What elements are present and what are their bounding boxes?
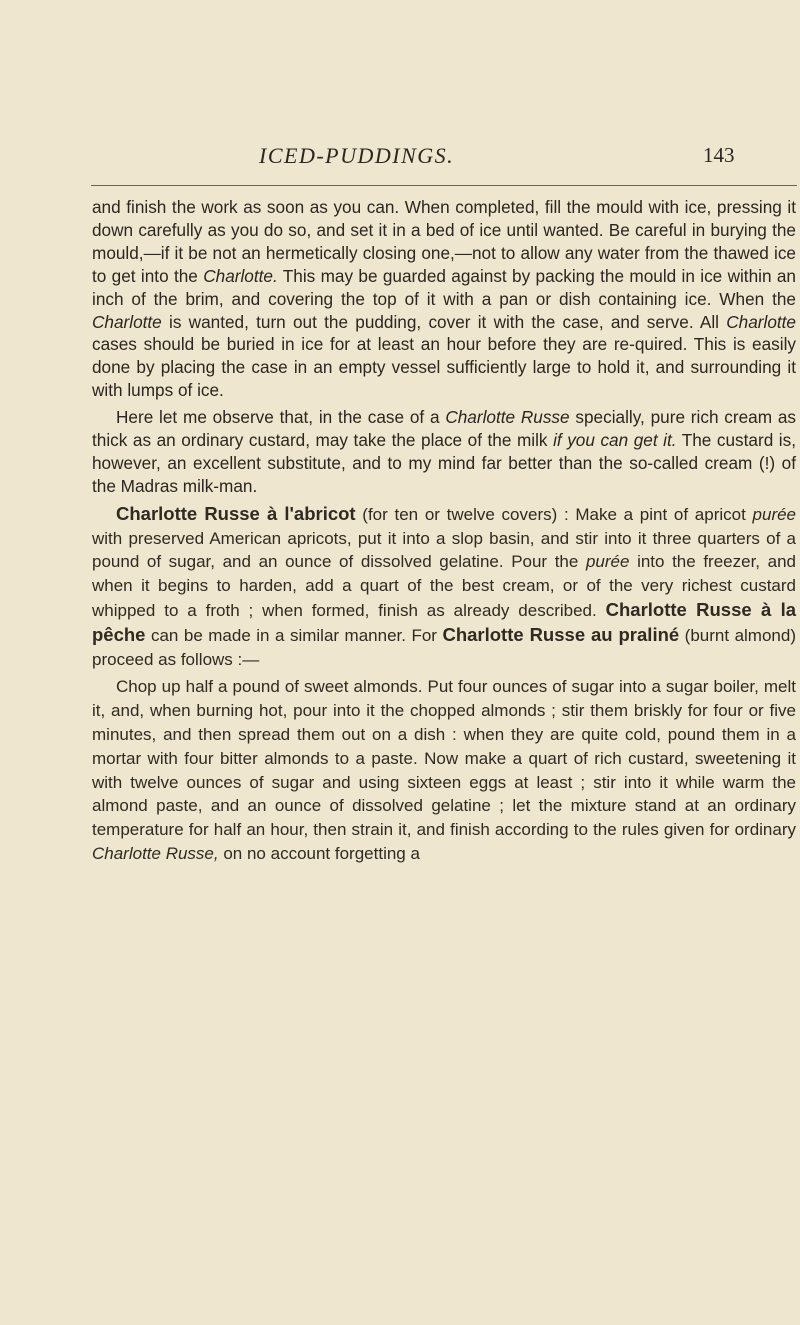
running-head: ICED-PUDDINGS. [259, 143, 455, 168]
paragraph-cream-note: Here let me observe that, in the case of a Charlotte Russe specially, pure rich cream as thick as an ordinary custard, may take the place of the milk if you can get it. The custard is, however, an excellent substitute, and to my mind far better than the so-called cream (!) of the Madras milk-man. [92, 407, 796, 496]
paragraph-moulding: and finish the work as soon as you can. When completed, fill the mould with ice, pressing it down carefully as you do so, and set it in a bed of ice until wanted. Be careful in burying the mould,—if it be not an hermetically closing one,—not to allow any water from the thawed ice to get into the Charlotte. This may be guarded against by packing the mould in ice within an inch of the brim, and covering the top of it with a pan or dish containing ice. When the Charlotte is wanted, turn out the pudding, cover it with the case, and serve. All Charlotte cases should be buried in ice for at least an hour before they are re-quired. This is easily done by placing the case in an empty vessel sufficiently large to hold it, and surrounding it with lumps of ice. [92, 197, 796, 401]
recipe-title-abricot: Charlotte Russe à l'abricot [116, 502, 356, 524]
paragraph-praline-method: Chop up half a pound of sweet almonds. Put four ounces of sugar into a sugar boiler, melt it, and, when burning hot, pour into it the chopped almonds ; stir them briskly for four or five minutes, and then spread them out on a dish : when they are quite cold, pound them in a mortar with four bitter almonds to a paste. Now make a quart of rich custard, sweetening it with twelve ounces of sugar and using sixteen eggs at least ; stir into it while warm the almond paste, and an ounce of dissolved gelatine ; let the mixture stand at an ordinary temperature for half an hour, then strain it, and finish according to the rules given for ordinary Charlotte Russe, on no account forgetting a [92, 677, 796, 863]
recipe-title-praline: Charlotte Russe au praliné [442, 623, 680, 645]
header-rule [91, 185, 797, 186]
recipe-title-peche: Charlotte Russe à la pêche [92, 598, 796, 645]
page-header [0, 143, 800, 173]
body-text [92, 196, 796, 866]
paragraph-recipe-abricot: Charlotte Russe à l'abricot (for ten or twelve covers) : Make a pint of apricot purée with preserved American apricots, put it into a slop basin, and stir into it three quarters of a pound of sugar, and an ounce of dissolved gelatine. Pour the purée into the freezer, and when it begins to harden, add a quart of the best cream, or of the very richest custard whipped to a froth ; when formed, finish as already described. Charlotte Russe à la pêche can be made in a similar manner. For Charlotte Russe au praliné (burnt almond) proceed as follows :— [92, 502, 797, 669]
page-number: 143 [703, 143, 735, 167]
